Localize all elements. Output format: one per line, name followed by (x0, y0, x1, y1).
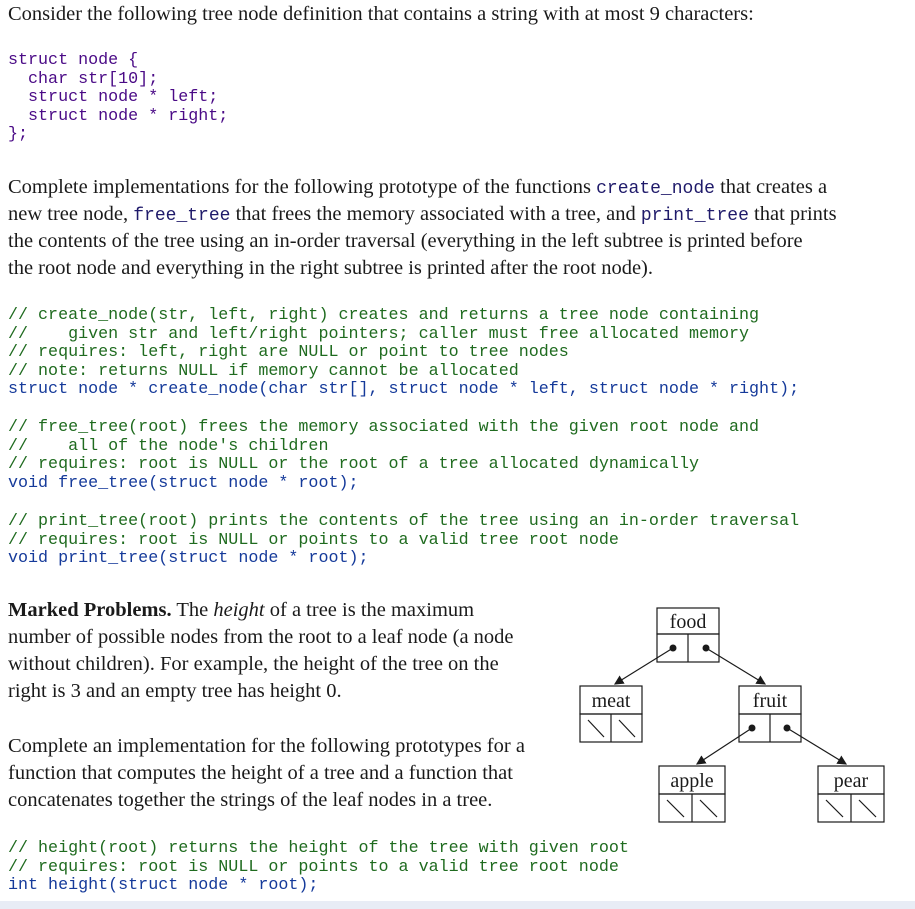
struct-line-3: struct node * left; (8, 88, 219, 107)
tree-node-food-label: food (669, 611, 707, 633)
para2-line-2: new tree node, free_tree that frees the memory associated with a tree, and print_tree that prints (8, 203, 837, 226)
inline-print-tree: print_tree (640, 206, 749, 226)
tree-node-apple-label: apple (670, 770, 714, 792)
inline-create-node: create_node (596, 179, 715, 199)
marked-line-2: number of possible nodes from the root to a leaf node (a node (8, 626, 514, 648)
pointer-dot (703, 645, 710, 652)
complete-line-3: concatenates together the strings of the leaf nodes in a tree. (8, 789, 493, 811)
pointer-dot (670, 645, 677, 652)
para2-line-3: the contents of the tree using an in-order traversal (everything in the left subtree is printed before (8, 230, 803, 252)
code-comment: // create_node(str, left, right) creates and returns a tree node containing (8, 306, 760, 325)
complete-line-2: function that computes the height of a tree and a function that (8, 762, 513, 784)
code-comment: // all of the node's children (8, 436, 329, 456)
height-term: height (213, 599, 265, 621)
code-comment: // print_tree(root) prints the contents of the tree using an in-order traversal (8, 512, 800, 531)
height-code (8, 840, 629, 896)
tree-edge-food-meat (615, 648, 673, 684)
struct-line-2: char str[10]; (8, 69, 159, 89)
free-tree-signature: void free_tree(struct node * root); (8, 473, 359, 493)
code-comment: // requires: root is NULL or the root of a tree allocated dynamically (8, 455, 699, 474)
complete-line-1: Complete an implementation for the following prototypes for a (8, 735, 525, 757)
print-tree-signature: void print_tree(struct node * root); (8, 549, 369, 568)
code-comment: // free_tree(root) frees the memory associated with the given root node and (8, 418, 760, 437)
tree-node-pear-label: pear (833, 770, 869, 792)
code-comment: // requires: root is NULL or points to a valid tree root node (8, 530, 619, 550)
code-comment: // requires: left, right are NULL or point to tree nodes (8, 343, 569, 362)
pointer-dot (749, 725, 756, 732)
struct-line-1: struct node { (8, 51, 139, 70)
marked-line-4: right is 3 and an empty tree has height 0. (8, 680, 342, 702)
code-comment: // height(root) returns the height of the tree with given root (8, 839, 629, 858)
tree-node-fruit-label: fruit (752, 690, 788, 712)
code-comment: // given str and left/right pointers; caller must free allocated memory (8, 324, 750, 344)
tree-node-meat-label: meat (591, 690, 631, 712)
marked-line-3: without children). For example, the height of the tree on the (8, 653, 499, 675)
marked-heading: Marked Problems. (8, 599, 172, 621)
code-comment: // requires: root is NULL or points to a valid tree root node (8, 857, 619, 877)
height-signature: int height(struct node * root); (8, 876, 319, 895)
create-node-signature: struct node * create_node(char str[], struct node * left, struct node * right); (8, 380, 800, 399)
intro-text: Consider the following tree node definition that contains a string with at most 9 characters: (8, 3, 754, 25)
struct-line-4: struct node * right; (8, 106, 229, 126)
tree-edge-food-fruit (706, 648, 765, 684)
inline-free-tree: free_tree (133, 206, 231, 226)
para2-line-4: the root node and everything in the right subtree is printed after the root node). (8, 257, 653, 279)
pointer-dot (784, 725, 791, 732)
page-bottom-bar (0, 901, 915, 909)
tree-edge-fruit-apple (697, 728, 752, 764)
code-comment: // note: returns NULL if memory cannot be allocated (8, 361, 519, 381)
para2-line-1: Complete implementations for the following prototype of the functions create_node that creates a (8, 176, 828, 199)
struct-line-5: }; (8, 125, 29, 144)
marked-line-1: Marked Problems. The height of a tree is the maximum (8, 599, 475, 621)
tree-edge-fruit-pear (787, 728, 846, 764)
